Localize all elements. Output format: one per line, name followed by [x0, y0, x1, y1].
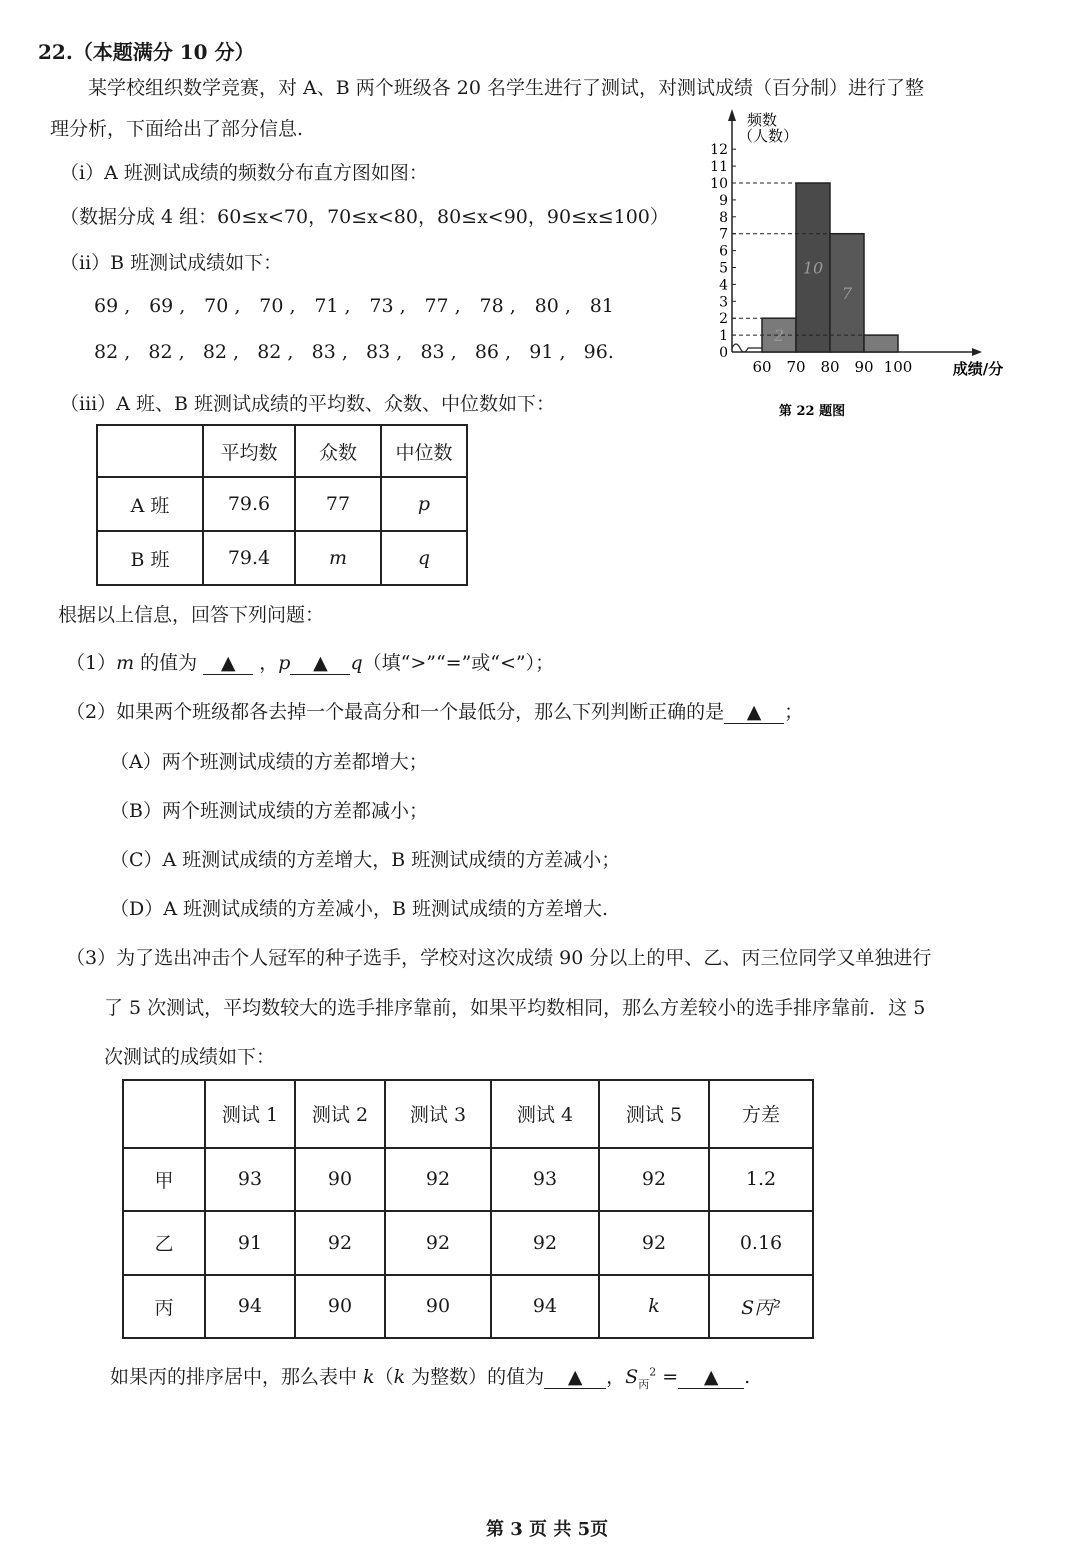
q3-line-1: （3）为了选出冲击个人冠军的种子选手，学校对这次成绩 90 分以上的甲、乙、丙三位同学又单独进行 — [66, 947, 932, 969]
b-score: 96. — [583, 341, 614, 363]
b-scores-row-2 — [94, 341, 614, 363]
problem-number: 22. — [38, 40, 73, 64]
tests-cell: 92 — [295, 1211, 385, 1274]
answer-blank-q2[interactable]: ▲ — [724, 701, 784, 724]
b-score: 73 , — [369, 295, 406, 317]
y-tick-label: 8 — [719, 209, 728, 226]
handwritten-label: 2 — [773, 326, 785, 346]
x-tick-label: 70 — [786, 358, 806, 376]
b-score: 81 — [589, 295, 614, 317]
final-eq: = — [656, 1366, 679, 1388]
y-tick-label: 3 — [719, 294, 728, 311]
b-score: 83 , — [311, 341, 348, 363]
option-a: （A）两个班测试成绩的方差都增大； — [110, 751, 428, 773]
final-end: . — [744, 1366, 751, 1388]
option-c: （C）A 班测试成绩的方差增大，B 班测试成绩的方差减小； — [110, 849, 621, 871]
final-var-k2: k — [393, 1366, 406, 1388]
problem-header — [38, 36, 255, 65]
stats-cell: B 班 — [97, 531, 203, 585]
y-axis-arrow — [728, 109, 736, 121]
answer-blank-compare[interactable]: ▲ — [290, 652, 350, 675]
final-paren: （ — [374, 1366, 394, 1388]
stats-header-mode: 众数 — [295, 425, 381, 477]
tests-header: 方差 — [709, 1080, 813, 1148]
tests-cell: 92 — [599, 1211, 709, 1274]
tests-header: 测试 5 — [599, 1080, 709, 1148]
b-score: 83 , — [420, 341, 457, 363]
tests-cell: 1.2 — [709, 1148, 813, 1211]
questions-lead: 根据以上信息，回答下列问题： — [58, 604, 325, 626]
y-tick-label: 9 — [719, 192, 728, 209]
answer-blank-k[interactable]: ▲ — [544, 1366, 606, 1389]
b-score: 91 , — [529, 341, 566, 363]
b-score: 69 , — [94, 295, 131, 317]
tests-cell: 91 — [205, 1211, 295, 1274]
final-var-k: k — [363, 1366, 375, 1388]
stats-cell: p — [381, 477, 467, 531]
x-tick-label: 80 — [820, 358, 840, 376]
b-score: 77 , — [424, 295, 461, 317]
q2-end: ； — [784, 701, 804, 723]
stats-table — [96, 424, 468, 586]
handwritten-label: 7 — [841, 283, 853, 303]
option-b: （B）两个班测试成绩的方差都减小； — [110, 800, 428, 822]
y-tick-label: 7 — [719, 226, 728, 243]
q1-prefix: （1） — [66, 652, 117, 674]
q3-line-2: 了 5 次测试，平均数较大的选手排序靠前，如果平均数相同，那么方差较小的选手排序靠前．这 5 — [104, 997, 926, 1019]
answer-blank-variance[interactable]: ▲ — [678, 1366, 744, 1389]
b-score: 71 , — [314, 295, 351, 317]
y-axis-label: 频数 — [746, 111, 778, 129]
tests-header: 测试 4 — [491, 1080, 599, 1148]
final-sup: 2 — [649, 1365, 657, 1379]
b-score: 82 , — [202, 341, 240, 363]
final-text: 为整数）的值为 — [405, 1366, 545, 1388]
question-1 — [66, 648, 554, 675]
b-score: 69 , — [149, 295, 186, 317]
tests-cell: 90 — [295, 1148, 385, 1211]
info-i: （i）A 班测试成绩的频数分布直方图如图： — [60, 162, 428, 184]
info-i-groups: （数据分成 4 组：60≤x<70，70≤x<80，80≤x<90，90≤x≤100） — [60, 206, 669, 228]
y-tick-label: 6 — [719, 243, 728, 260]
stats-cell: m — [295, 531, 381, 585]
stats-cell: A 班 — [97, 477, 203, 531]
tests-cell: S丙² — [709, 1275, 813, 1338]
y-tick-label: 5 — [719, 260, 728, 277]
b-score: 80 , — [534, 295, 571, 317]
tests-cell: 90 — [385, 1275, 491, 1338]
option-d: （D）A 班测试成绩的方差减小，B 班测试成绩的方差增大. — [110, 898, 609, 920]
axis-break — [732, 344, 762, 352]
y-tick-label: 12 — [710, 142, 728, 159]
b-score: 82 , — [148, 341, 185, 363]
intro-line-1: 某学校组织数学竞赛，对 A、B 两个班级各 20 名学生进行了测试，对测试成绩（百分制）进行了整 — [88, 77, 925, 99]
q1-var-q: q — [350, 652, 363, 674]
stats-header-empty — [97, 425, 203, 477]
tests-header: 测试 2 — [295, 1080, 385, 1148]
histogram-bar — [864, 335, 898, 352]
tests-header: 测试 3 — [385, 1080, 491, 1148]
stats-cell: q — [381, 531, 467, 585]
y-tick-label: 2 — [719, 311, 728, 328]
tests-cell: 94 — [491, 1275, 599, 1338]
y-tick-label: 1 — [719, 328, 728, 345]
info-ii: （ii）B 班测试成绩如下： — [60, 252, 283, 274]
tests-header — [123, 1080, 205, 1148]
final-prefix: 如果丙的排序居中，那么表中 — [110, 1366, 364, 1388]
y-tick-label: 10 — [710, 176, 728, 192]
stats-cell: 77 — [295, 477, 381, 531]
x-tick-label: 60 — [752, 358, 772, 376]
stats-header-median: 中位数 — [381, 425, 467, 477]
stats-cell: 79.4 — [203, 531, 295, 585]
x-axis-arrow — [972, 348, 982, 356]
tests-cell: 乙 — [123, 1211, 205, 1274]
tests-table — [122, 1079, 814, 1339]
histogram-chart — [690, 105, 1020, 435]
b-score: 70 , — [204, 295, 241, 317]
b-score: 82 , — [94, 341, 131, 363]
final-sub: 丙 — [638, 1377, 650, 1391]
tests-cell: 92 — [491, 1211, 599, 1274]
q1-var-m: m — [116, 652, 135, 674]
y-tick-label: 0 — [719, 345, 728, 361]
tests-cell: 0.16 — [709, 1211, 813, 1274]
x-tick-label: 100 — [883, 358, 913, 376]
b-score: 83 , — [366, 341, 403, 363]
intro-line-2: 理分析，下面给出了部分信息. — [50, 118, 304, 140]
chart-caption: 第 22 题图 — [778, 404, 846, 419]
tests-cell: 92 — [385, 1148, 491, 1211]
q3-final — [110, 1362, 750, 1392]
page-footer: 第 3 页 共 5页 — [486, 1519, 609, 1540]
stats-cell: 79.6 — [203, 477, 295, 531]
q1-sep: ， — [253, 652, 279, 674]
final-sep: ， — [606, 1366, 626, 1388]
q2-text: （2）如果两个班级都各去掉一个最高分和一个最低分，那么下列判断正确的是 — [66, 701, 725, 723]
problem-points: （本题满分 10 分） — [72, 40, 255, 64]
b-score: 78 , — [479, 295, 516, 317]
x-axis-label: 成绩/分 — [952, 360, 1004, 378]
tests-cell: 92 — [385, 1211, 491, 1274]
tests-header: 测试 1 — [205, 1080, 295, 1148]
q1-fill-hint: （填“>”“=”或“<”）； — [362, 652, 555, 674]
y-axis-label: （人数） — [737, 127, 799, 145]
tests-cell: 丙 — [123, 1275, 205, 1338]
b-score: 82 , — [257, 341, 294, 363]
b-score: 70 , — [259, 295, 296, 317]
b-scores-row-1 — [94, 295, 614, 317]
tests-cell: 甲 — [123, 1148, 205, 1211]
q3-line-3: 次测试的成绩如下： — [104, 1046, 276, 1068]
final-var-s: S — [625, 1366, 639, 1388]
tests-cell: 92 — [599, 1148, 709, 1211]
question-2 — [66, 697, 803, 724]
b-score: 86 , — [474, 341, 512, 363]
y-tick-label: 4 — [719, 277, 728, 294]
tests-cell: 93 — [491, 1148, 599, 1211]
tests-cell: 94 — [205, 1275, 295, 1338]
y-tick-label: 11 — [710, 159, 728, 176]
answer-blank-m[interactable]: ▲ — [203, 652, 253, 675]
stats-header-mean: 平均数 — [203, 425, 295, 477]
info-iii: （iii）A 班、B 班测试成绩的平均数、众数、中位数如下： — [60, 393, 555, 415]
tests-cell: 90 — [295, 1275, 385, 1338]
tests-cell: k — [599, 1275, 709, 1338]
handwritten-label: 10 — [802, 258, 824, 278]
q1-text: 的值为 — [134, 652, 204, 674]
tests-cell: 93 — [205, 1148, 295, 1211]
q1-var-p: p — [278, 652, 291, 674]
x-tick-label: 90 — [854, 358, 874, 376]
